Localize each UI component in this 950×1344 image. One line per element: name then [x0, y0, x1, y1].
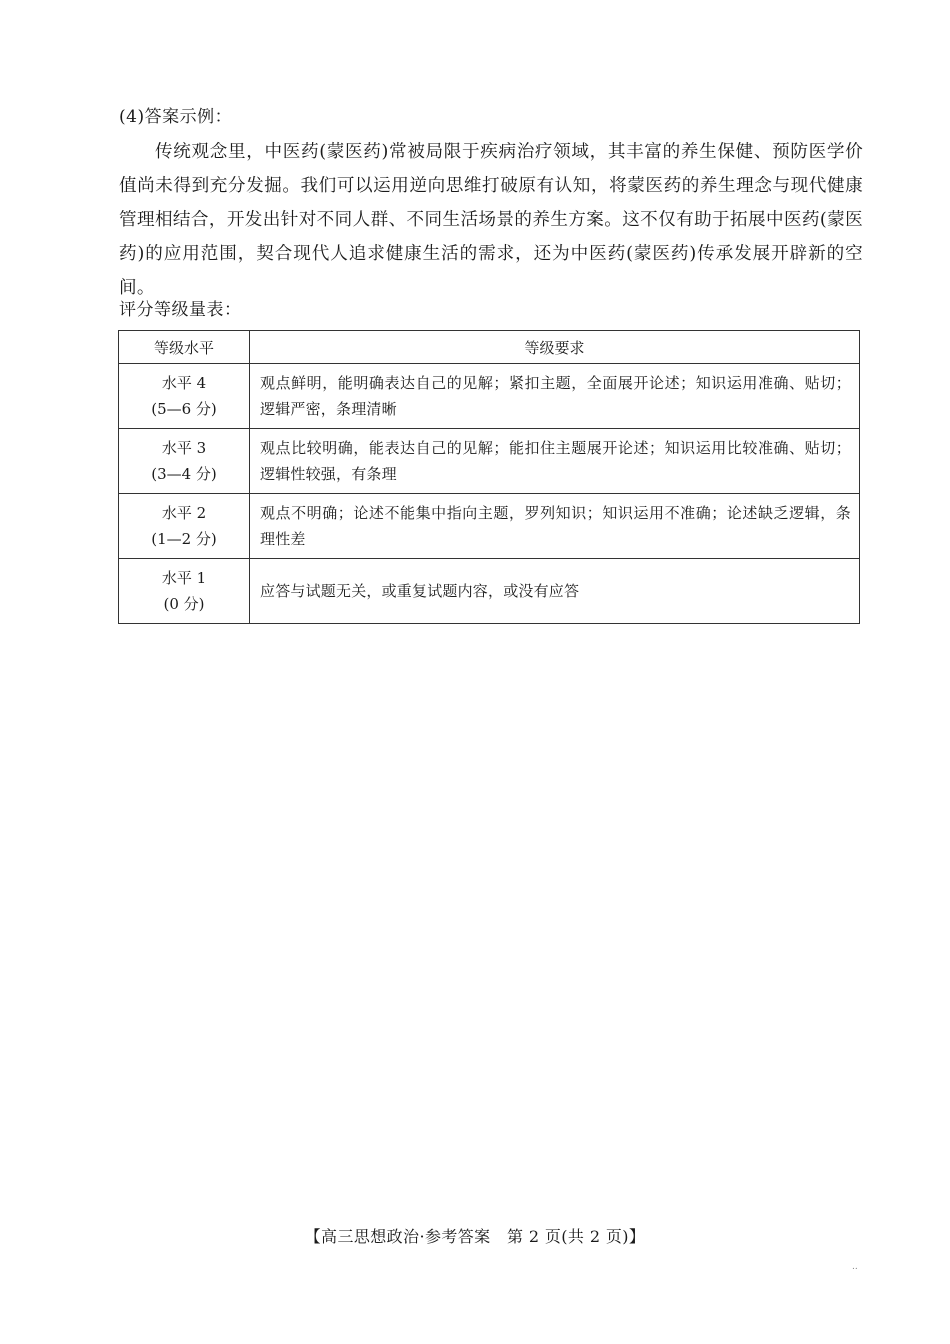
header-requirement: 等级要求 [250, 331, 860, 364]
level-name: 水平 1 [161, 569, 207, 587]
level-name: 水平 4 [161, 374, 207, 392]
header-level: 等级水平 [119, 331, 250, 364]
answer-paragraph: 传统观念里，中医药(蒙医药)常被局限于疾病治疗领域，其丰富的养生保健、预防医学价值尚未得到充分发掘。我们可以运用逆向思维打破原有认知，将蒙医药的养生理念与现代健康管理相结合，开发出针对不同人群、不同生活场景的养生方案。这不仅有助于拓展中医药(蒙医药)的应用范围，契合现代人追求健康生活的需求，还为中医药(蒙医药)传承发展开辟新的空间。 [119, 142, 863, 298]
requirement-cell: 观点鲜明，能明确表达自己的见解；紧扣主题，全面展开论述；知识运用准确、贴切；逻辑严密，条理清晰 [250, 364, 860, 429]
table-header-row [119, 331, 860, 364]
level-score: (1—2 分) [151, 530, 217, 548]
scale-title: 评分等级量表： [119, 300, 242, 320]
level-cell [119, 429, 250, 494]
level-score: (0 分) [163, 595, 205, 613]
level-cell [119, 364, 250, 429]
table-row [119, 559, 860, 624]
level-name: 水平 2 [161, 504, 207, 522]
answer-heading: (4)答案示例： [119, 107, 233, 127]
table-row [119, 429, 860, 494]
requirement-cell: 应答与试题无关，或重复试题内容，或没有应答 [250, 559, 860, 624]
corner-mark: .. [852, 1262, 858, 1272]
table-row [119, 364, 860, 429]
level-cell [119, 494, 250, 559]
level-score: (3—4 分) [151, 465, 217, 483]
page-footer: 【高三思想政治·参考答案 第 2 页(共 2 页)】 [304, 1227, 646, 1246]
requirement-cell: 观点不明确；论述不能集中指向主题，罗列知识；知识运用不准确；论述缺乏逻辑，条理性差 [250, 494, 860, 559]
level-cell [119, 559, 250, 624]
level-name: 水平 3 [161, 439, 207, 457]
grading-scale-table [118, 330, 860, 624]
level-score: (5—6 分) [151, 400, 217, 418]
requirement-cell: 观点比较明确，能表达自己的见解；能扣住主题展开论述；知识运用比较准确、贴切；逻辑性较强，有条理 [250, 429, 860, 494]
table-row [119, 494, 860, 559]
